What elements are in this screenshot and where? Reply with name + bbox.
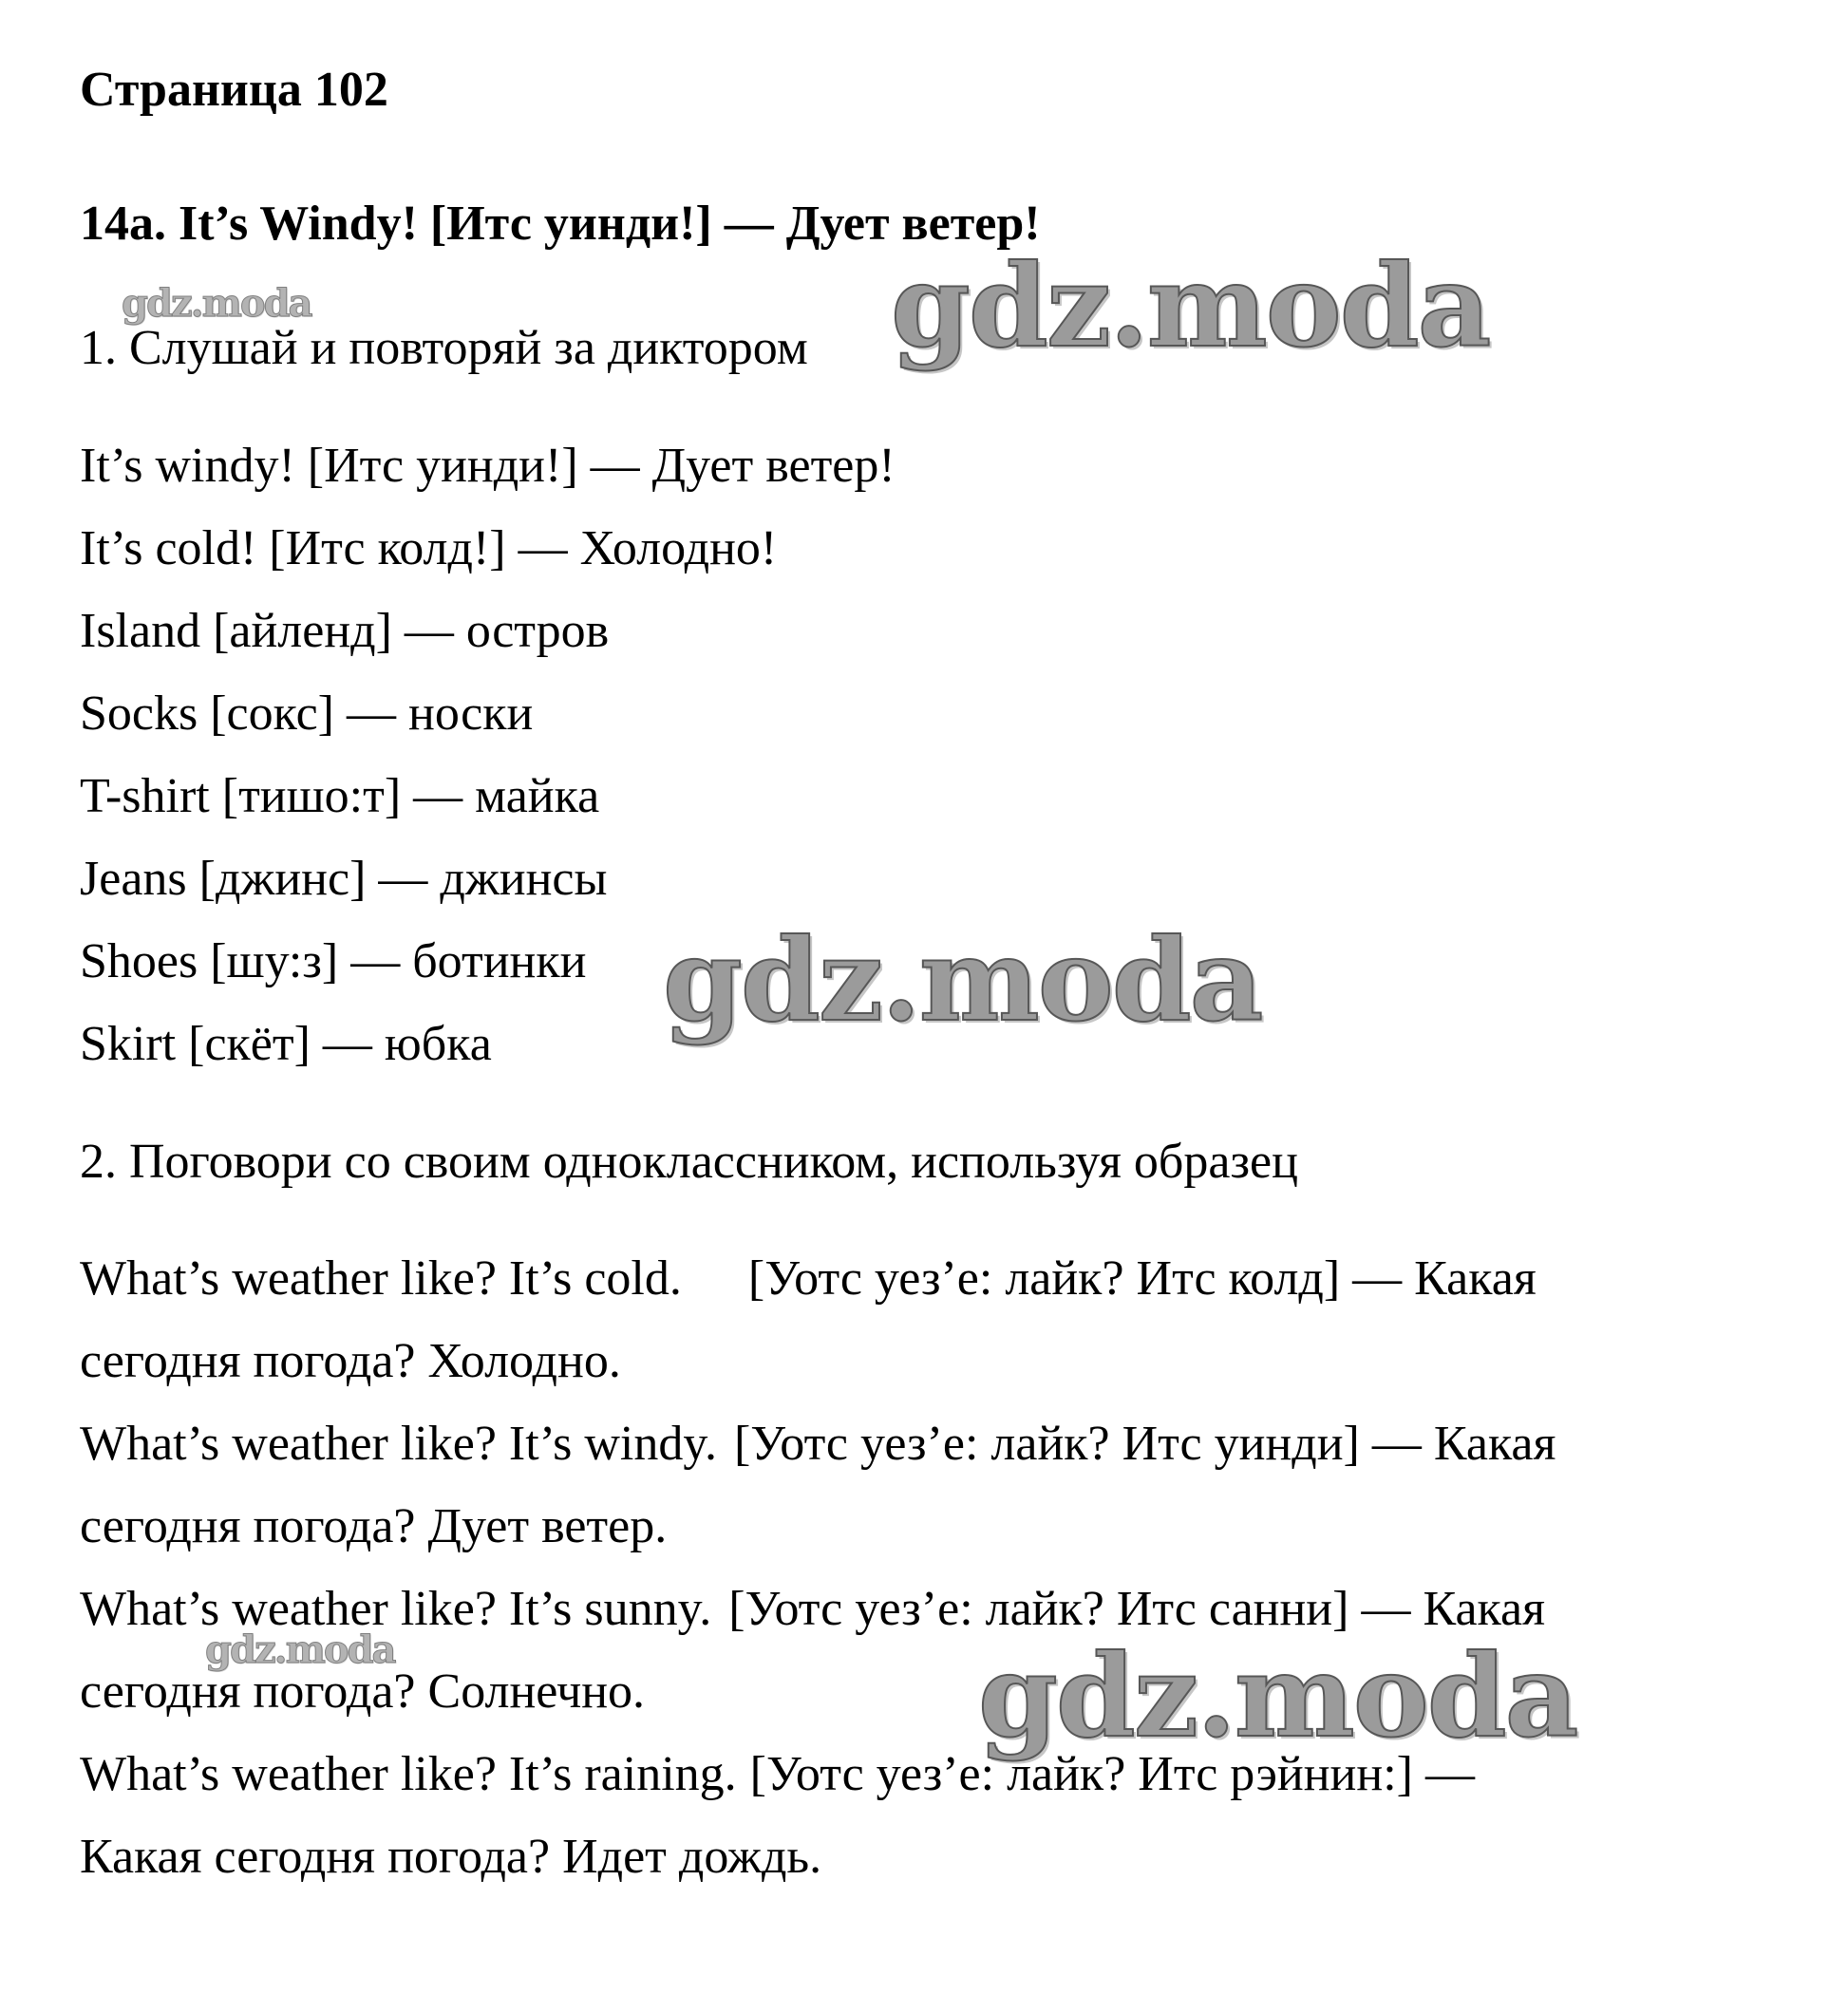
watermark-large: gdz.moda (663, 913, 1262, 1047)
dialogue-english: What’s weather like? It’s sunny. (80, 1582, 712, 1636)
dialogue-line (80, 1250, 1537, 1308)
page-header: Страница 102 (80, 63, 388, 117)
dialogue-line (80, 1415, 1556, 1474)
dialogue-transcription: [Уотс уез’е: лайк? Итс уинди] — Какая (733, 1417, 1556, 1471)
watermark-small: gdz.moda (122, 281, 311, 326)
dialogue-english: What’s weather like? It’s cold. (80, 1251, 682, 1306)
exercise2-instruction: 2. Поговори со своим одноклассником, используя образец (80, 1135, 1298, 1189)
dialogue-continuation: сегодня погода? Солнечно. (80, 1664, 646, 1719)
lesson-title: 14a. It’s Windy! [Итс уинди!] — Дует ветер! (80, 197, 1041, 251)
dialogue-transcription: [Уотс уез’е: лайк? Итс санни] — Какая (728, 1582, 1545, 1636)
watermark-small: gdz.moda (205, 1627, 395, 1672)
vocab-item-2: It’s cold! [Итс колд!] — Холодно! (80, 521, 778, 575)
vocab-item-6: Jeans [джинс] — джинсы (80, 852, 608, 906)
dialogue-transcription: [Уотс уез’е: лайк? Итс колд] — Какая (747, 1251, 1537, 1306)
vocab-item-8: Skirt [скёт] — юбка (80, 1017, 492, 1071)
vocab-item-5: T-shirt [тишо:т] — майка (80, 769, 600, 823)
dialogue-english: What’s weather like? It’s raining. (80, 1747, 737, 1801)
vocab-item-3: Island [айленд] — остров (80, 604, 610, 658)
dialogue-continuation: Какая сегодня погода? Идет дождь. (80, 1830, 822, 1884)
dialogue-transcription: [Уотс уез’е: лайк? Итс рэйнин:] — (749, 1747, 1475, 1801)
vocab-item-7: Shoes [шу:з] — ботинки (80, 934, 587, 988)
watermark-large: gdz.moda (891, 239, 1490, 373)
watermark-large: gdz.moda (978, 1629, 1577, 1763)
dialogue-continuation: сегодня погода? Дует ветер. (80, 1499, 668, 1553)
exercise1-instruction: 1. Слушай и повторяй за диктором (80, 321, 808, 375)
dialogue-english: What’s weather like? It’s windy. (80, 1417, 717, 1471)
vocab-item-4: Socks [сокс] — носки (80, 686, 534, 741)
dialogue-continuation: сегодня погода? Холодно. (80, 1334, 621, 1388)
vocab-item-1: It’s windy! [Итс уинди!] — Дует ветер! (80, 439, 896, 493)
